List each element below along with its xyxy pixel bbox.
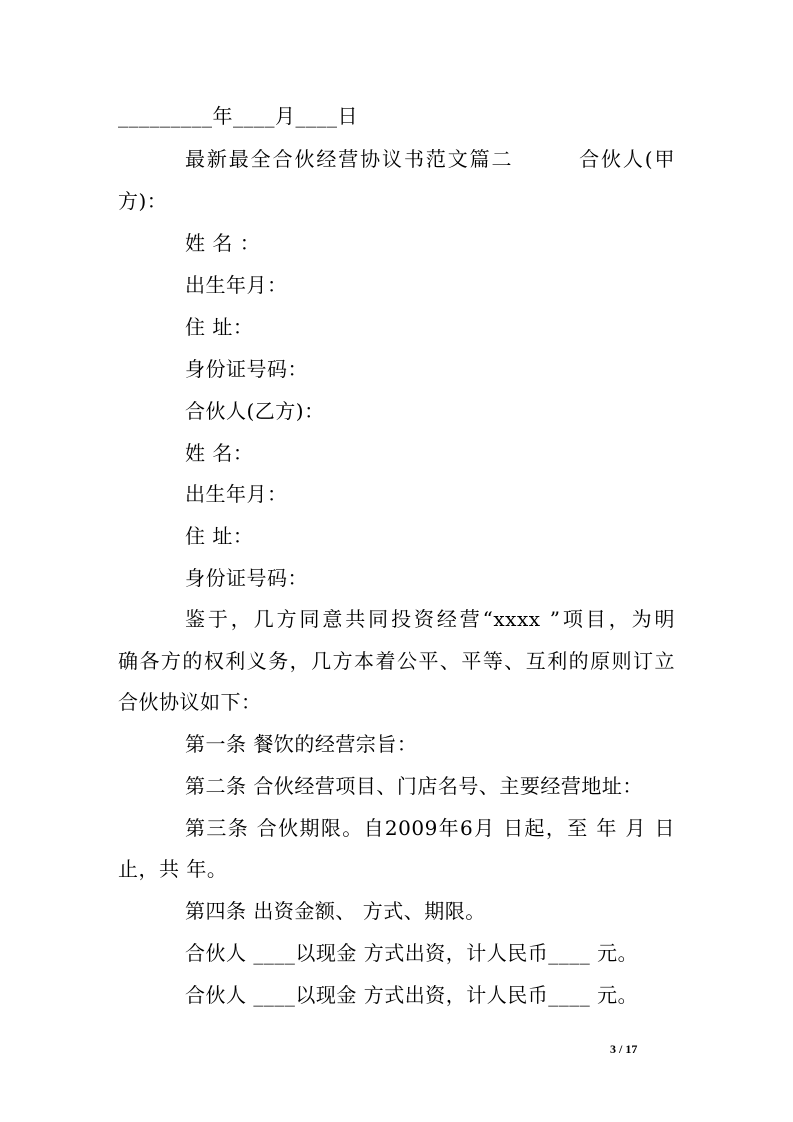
- page-number: 3 / 17: [610, 1042, 638, 1056]
- article-2: 第二条 合伙经营项目、门店名号、主要经营地址：: [185, 774, 643, 798]
- party-a-id: 身份证号码：: [185, 357, 308, 381]
- party-b-address: 住 址：: [185, 524, 254, 548]
- preamble-line-2: 确各方的权利义务，几方本着公平、平等、互利的原则订立: [118, 649, 675, 673]
- party-a-label-cont: 方)：: [118, 189, 168, 213]
- preamble-line-1: 鉴于，几方同意共同投资经营“xxxx ”项目，为明: [185, 607, 675, 631]
- party-b-name: 姓 名：: [185, 441, 254, 465]
- preamble-line-3: 合伙协议如下：: [118, 690, 262, 714]
- article-3-line-1: 第三条 合伙期限。自2009年6月 日起，至 年 月 日: [185, 816, 675, 840]
- party-a-address: 住 址：: [185, 315, 254, 339]
- party-a-birth: 出生年月：: [185, 273, 288, 297]
- article-1: 第一条 餐饮的经营宗旨：: [185, 732, 418, 756]
- article-3-line-2: 止，共 年。: [118, 857, 228, 881]
- party-b-id: 身份证号码：: [185, 566, 308, 590]
- party-b-birth: 出生年月：: [185, 482, 288, 506]
- article-4: 第四条 出资金额、 方式、期限。: [185, 899, 486, 923]
- contribution-line-2: 合伙人 ____以现金 方式出资，计人民币____ 元。: [185, 983, 639, 1007]
- party-b-label: 合伙人(乙方)：: [185, 399, 325, 423]
- title-line: 最新最全合伙经营协议书范文篇二 合伙人(甲: [185, 147, 675, 171]
- date-line: _________年____月____日: [118, 104, 358, 128]
- contribution-line-1: 合伙人 ____以现金 方式出资，计人民币____ 元。: [185, 941, 639, 965]
- party-a-name: 姓 名 ：: [185, 231, 261, 255]
